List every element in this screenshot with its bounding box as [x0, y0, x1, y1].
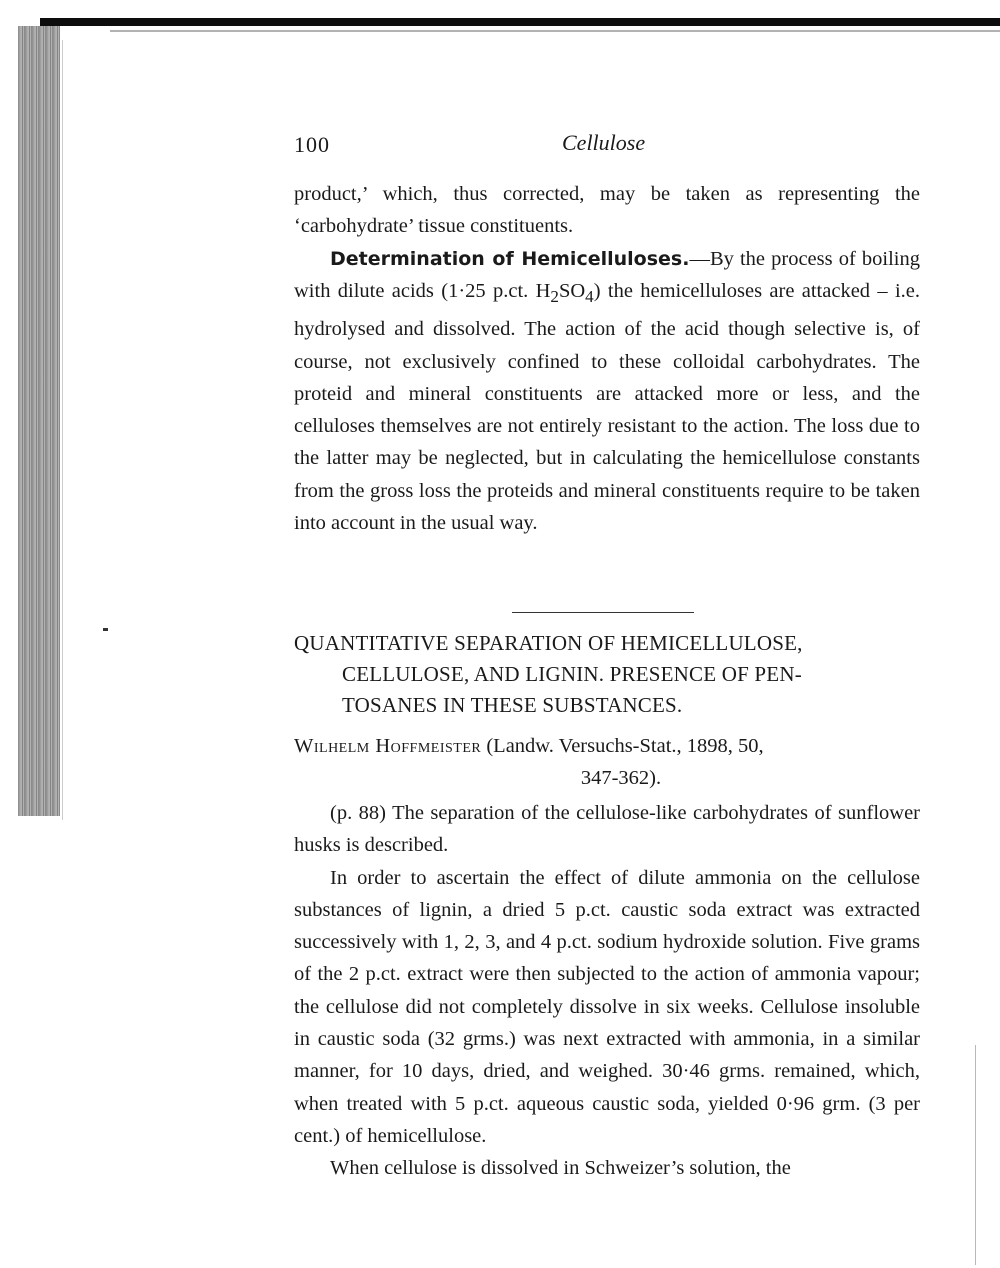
paragraph-schweizer: When cellulose is dissolved in Schweizer’s solution, the: [330, 1157, 791, 1180]
scan-right-edge: [975, 1045, 976, 1265]
continuation-paragraph: product,’ which, thus corrected, may be taken as representing the ‘carbohydrate’ tissue constituents.: [294, 183, 920, 238]
page-header: [294, 130, 924, 164]
scan-speck: [103, 628, 108, 631]
paragraph-ammonia: In order to ascertain the effect of dilute ammonia on the cellulose substances of lignin, a dried 5 p.ct. caustic soda extract was extracted successively with 1, 2, 3, and 4 p.ct. sodium hydroxide solution. Five grams of the 2 p.ct. extract were then subjected to the action of ammonia vapour; the cellulose did not completely dissolve in six weeks. Cellulose insoluble in caustic soda (32 grms.) was next extracted with ammonia, in a similar manner, for 10 days, dried, and weighed. 30·46 grms. remained, which, when treated with 5 p.ct. aqueous caustic soda, yielded 0·96 grm. (3 per cent.) of hemicellulose.: [294, 866, 920, 1147]
book-binding-shadow: [18, 26, 60, 816]
subscript-h: 2: [550, 286, 559, 306]
citation: [294, 730, 924, 794]
paragraph-sunflower: (p. 88) The separation of the cellulose-like carbohydrates of sunflower husks is described.: [294, 802, 920, 857]
citation-author: Wilhelm Hoffmeister: [294, 735, 482, 757]
formula-so: SO: [558, 279, 586, 302]
section-divider: [512, 612, 694, 613]
section-title-line: CELLULOSE, AND LIGNIN. PRESENCE OF PEN-: [342, 662, 802, 686]
text-block-bottom: [294, 797, 920, 1185]
hemicellulose-text-b: ) the hemicelluloses are attacked – i.e. hydrolysed and dissolved. The action of the acid though selective is, of course, not exclusively confined to these colloidal carbohydrates. The proteid and mineral constituents are attacked more or less, and the celluloses themselves are not entirely resistant to the action. The loss due to the latter may be neglected, but in calculating the hemicellulose constants from the gross loss the proteids and mineral constituents require to be taken into account in the usual way.: [294, 279, 920, 535]
page-number: 100: [294, 132, 330, 157]
binding-line: [62, 40, 63, 820]
hemicellulose-heading: Determination of Hemicelluloses.: [330, 247, 690, 270]
section-title-line: TOSANES IN THESE SUBSTANCES.: [342, 693, 683, 717]
citation-pages: 347-362).: [580, 767, 662, 789]
scan-top-shadow: [110, 30, 1000, 32]
section-title-line: QUANTITATIVE SEPARATION OF HEMICELLULOSE,: [294, 631, 803, 655]
text-block-top: [294, 178, 920, 539]
subscript-o: 4: [585, 286, 594, 306]
scan-top-edge: [40, 18, 1000, 26]
hemicellulose-text-a: —By the process of boiling with dilute acids (1·25 p.ct. H: [294, 247, 920, 302]
section-title: [294, 628, 934, 721]
hemicellulose-paragraph: [294, 243, 920, 540]
citation-source: (Landw. Versuchs-Stat., 1898, 50,: [481, 735, 764, 757]
running-head: Cellulose: [562, 130, 646, 155]
